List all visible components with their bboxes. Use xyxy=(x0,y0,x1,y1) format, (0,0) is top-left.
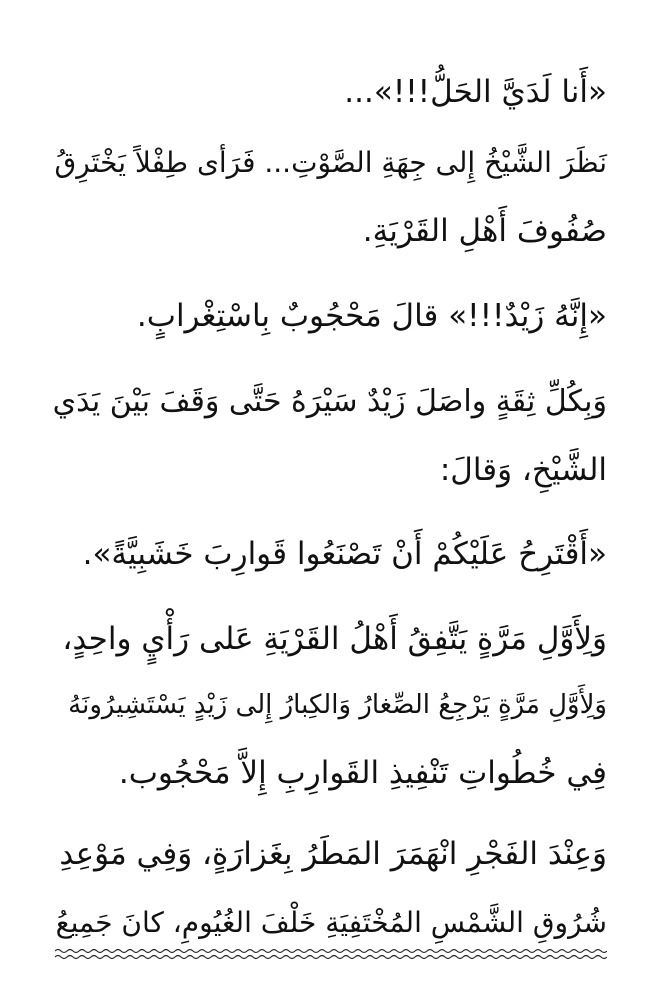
text-line-8: وَلِأَوَّلِ مَرَّةٍ يَتَّفِقُ أَهْلُ القَرْيَةِ عَلى رَأْيٍ واحِدٍ، xyxy=(62,621,607,657)
text-line-7: «أَقْتَرِحُ عَلَيْكُمْ أَنْ تَصْنَعُوا قَوارِبَ خَشَبِيَّةً». xyxy=(82,536,607,572)
wavy-line-2 xyxy=(55,956,607,959)
text-line-4: «إِنَّهُ زَيْدٌ!!!» قالَ مَحْجُوبٌ بِاسْتِغْرابٍ. xyxy=(136,298,607,334)
text-line-3: صُفُوفَ أَهْلِ القَرْيَةِ. xyxy=(362,213,607,249)
wavy-line-1 xyxy=(55,950,607,953)
text-line-6: الشَّيْخِ، وَقالَ: xyxy=(439,452,607,488)
text-line-1: «أَنا لَدَيَّ الحَلُّ!!!»... xyxy=(344,74,607,110)
text-line-9: وَلِأَوَّلِ مَرَّةٍ يَرْجِعُ الصِّغارُ وَالكِبارُ إِلى زَيْدٍ يَسْتَشِيرُونَهُ xyxy=(68,690,607,720)
text-line-2: نَظَرَ الشَّيْخُ إِلى جِهَةِ الصَّوْتِ... فَرَأى طِفْلاً يَخْتَرِقُ xyxy=(54,146,607,179)
text-line-10: فِي خُطُواتِ تَنْفِيذِ القَوارِبِ إِلاَّ مَحْجُوب. xyxy=(118,755,607,791)
wavy-divider xyxy=(55,946,607,962)
text-line-12: شُرُوقِ الشَّمْسِ المُخْتَفِيَةِ خَلْفَ الغُيُومِ، كانَ جَمِيعُ xyxy=(55,906,607,939)
text-line-11: وَعِنْدَ الفَجْرِ انْهَمَرَ المَطَرُ بِغَزارَةٍ، وَفِي مَوْعِدِ xyxy=(59,836,607,872)
text-line-5: وَبِكُلِّ ثِقَةٍ واصَلَ زَيْدٌ سَيْرَهُ حَتَّى وَقَفَ بَيْنَ يَدَي xyxy=(52,384,607,419)
